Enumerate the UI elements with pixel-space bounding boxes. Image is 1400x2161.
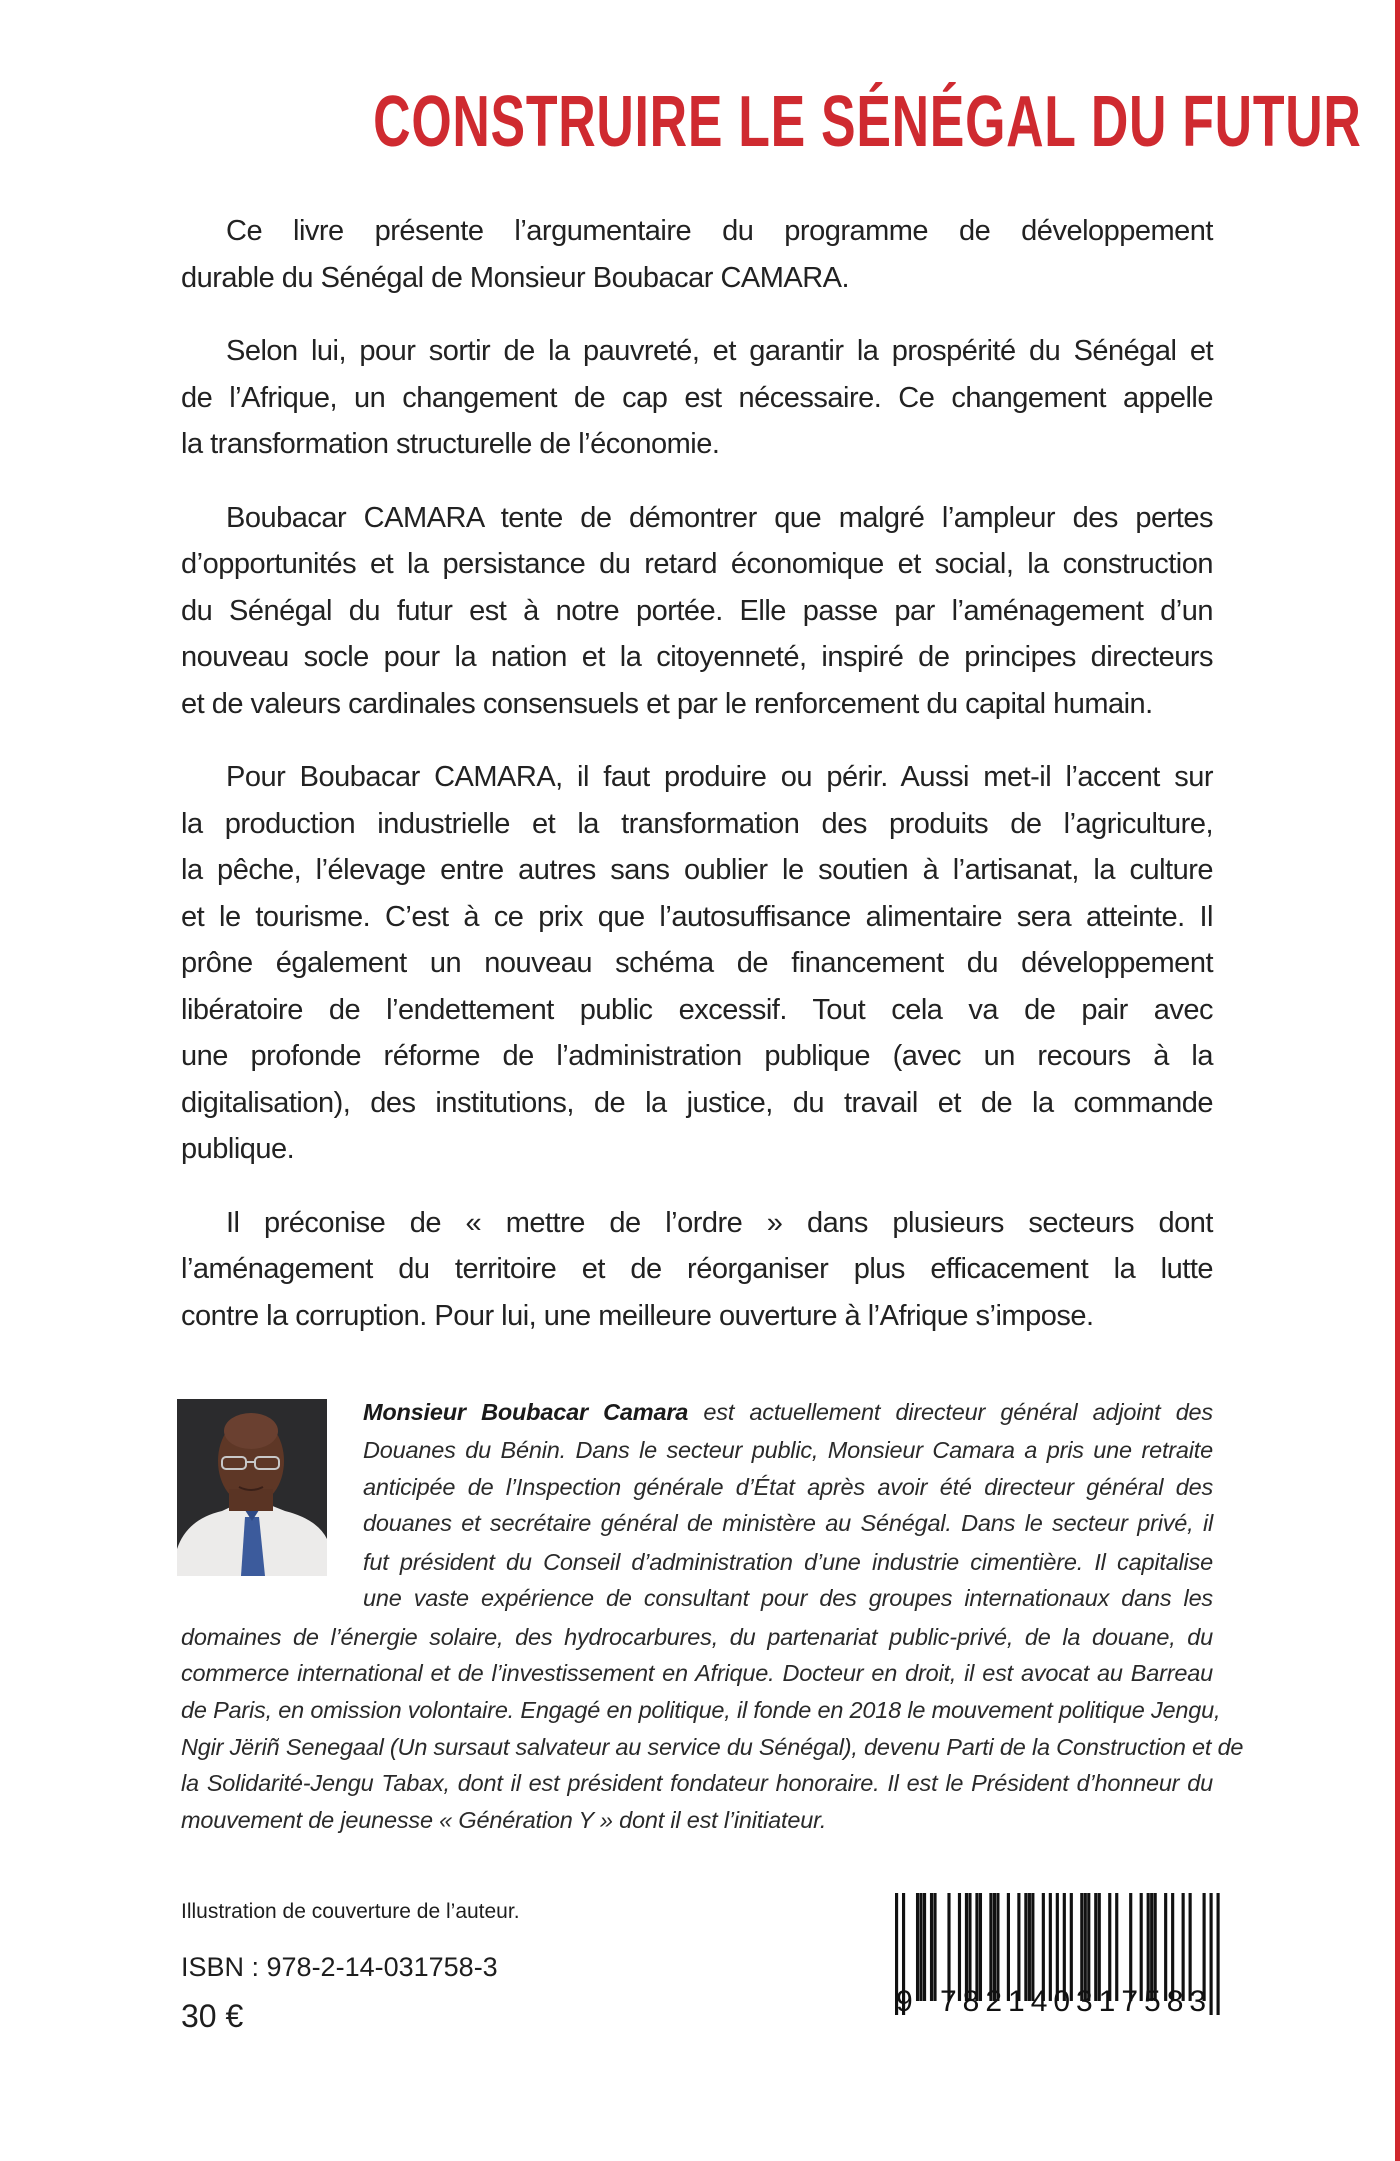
summary-line: du Sénégal du futur est à notre portée. Elle passe par l’aménagement d’un xyxy=(181,594,1213,627)
summary-line: Il préconise de « mettre de l’ordre » dans plusieurs secteurs dont xyxy=(226,1206,1213,1239)
bio-line: une vaste expérience de consultant pour des groupes internationaux dans les xyxy=(363,1585,1213,1611)
bio-line: mouvement de jeunesse « Génération Y » dont il est l’initiateur. xyxy=(181,1807,827,1833)
barcode-left-digits: 782140 xyxy=(940,1985,1077,2018)
bio-text: est actuellement directeur général adjoint des xyxy=(688,1399,1213,1425)
summary-line: et le tourisme. C’est à ce prix que l’autosuffisance alimentaire sera atteinte. Il xyxy=(181,900,1213,933)
summary-line: l’aménagement du territoire et de réorganiser plus efficacement la lutte xyxy=(181,1253,1213,1285)
summary-line: d’opportunités et la persistance du retard économique et social, la construction xyxy=(181,548,1213,580)
red-edge-bar xyxy=(1395,0,1400,2161)
summary-line: Selon lui, pour sortir de la pauvreté, et garantir la prospérité du Sénégal et xyxy=(226,335,1213,367)
bio-line xyxy=(363,1394,1213,1431)
summary-line: la transformation structurelle de l’économie. xyxy=(181,428,720,460)
summary-line: Boubacar CAMARA tente de démontrer que malgré l’ampleur des pertes xyxy=(226,501,1213,534)
summary-line: Pour Boubacar CAMARA, il faut produire ou périr. Aussi met-il l’accent sur xyxy=(226,761,1213,793)
summary-line: et de valeurs cardinales consensuels et par le renforcement du capital humain. xyxy=(181,687,1153,720)
summary-line: de l’Afrique, un changement de cap est nécessaire. Ce changement appelle xyxy=(181,381,1213,414)
price-label: 30 € xyxy=(181,1998,244,2034)
bio-line: Ngir Jëriñ Senegaal (Un sursaut salvateur au service du Sénégal), devenu Parti de la Construction et de xyxy=(181,1734,1244,1760)
author-photo xyxy=(177,1399,327,1576)
summary-line: une profonde réforme de l’administration publique (avec un recours à la xyxy=(181,1040,1213,1072)
summary-line: publique. xyxy=(181,1133,295,1165)
bio-line: anticipée de l’Inspection générale d’État après avoir été directeur général des xyxy=(363,1474,1213,1500)
bio-line: douanes et secrétaire général de ministère au Sénégal. Dans le secteur privé, il xyxy=(363,1510,1213,1536)
bio-line: commerce international et de l’investissement en Afrique. Docteur en droit, il est avocat au Barreau xyxy=(181,1660,1213,1686)
summary-line: contre la corruption. Pour lui, une meilleure ouverture à l’Afrique s’impose. xyxy=(181,1299,1094,1332)
barcode-right-digits: 317583 xyxy=(1076,1985,1213,2018)
bio-line: Douanes du Bénin. Dans le secteur public, Monsieur Camara a pris une retraite xyxy=(363,1437,1213,1463)
isbn-label: ISBN : 978-2-14-031758-3 xyxy=(181,1952,498,1982)
bio-line: la Solidarité-Jengu Tabax, dont il est président fondateur honoraire. Il est le Président d’honneur du xyxy=(181,1770,1213,1796)
bio-line: de Paris, en omission volontaire. Engagé en politique, il fonde en 2018 le mouvement politique Jengu, xyxy=(181,1697,1221,1723)
bio-line: domaines de l’énergie solaire, des hydrocarbures, du partenariat public-privé, de la douane, du xyxy=(181,1624,1213,1650)
author-portrait-icon xyxy=(177,1399,327,1576)
cover-credit: Illustration de couverture de l’auteur. xyxy=(181,1900,520,1923)
summary-line: la pêche, l’élevage entre autres sans oublier le soutien à l’artisanat, la culture xyxy=(181,854,1213,886)
summary-line: Ce livre présente l’argumentaire du programme de développement xyxy=(226,215,1213,247)
book-title: CONSTRUIRE LE SÉNÉGAL DU FUTUR xyxy=(373,82,1362,162)
summary-line: digitalisation), des institutions, de la justice, du travail et de la commande xyxy=(181,1086,1213,1119)
barcode-lead-digit: 9 xyxy=(896,1985,913,2018)
summary-line: nouveau socle pour la nation et la citoyenneté, inspiré de principes directeurs xyxy=(181,641,1213,673)
summary-line: prône également un nouveau schéma de financement du développement xyxy=(181,947,1213,979)
author-name: Monsieur Boubacar Camara xyxy=(363,1399,689,1425)
summary-line: durable du Sénégal de Monsieur Boubacar CAMARA. xyxy=(181,261,850,294)
summary-line: la production industrielle et la transformation des produits de l’agriculture, xyxy=(181,807,1213,840)
summary-line: libératoire de l’endettement public excessif. Tout cela va de pair avec xyxy=(181,993,1213,1026)
bio-line: fut président du Conseil d’administration d’une industrie cimentière. Il capitalise xyxy=(363,1549,1213,1575)
